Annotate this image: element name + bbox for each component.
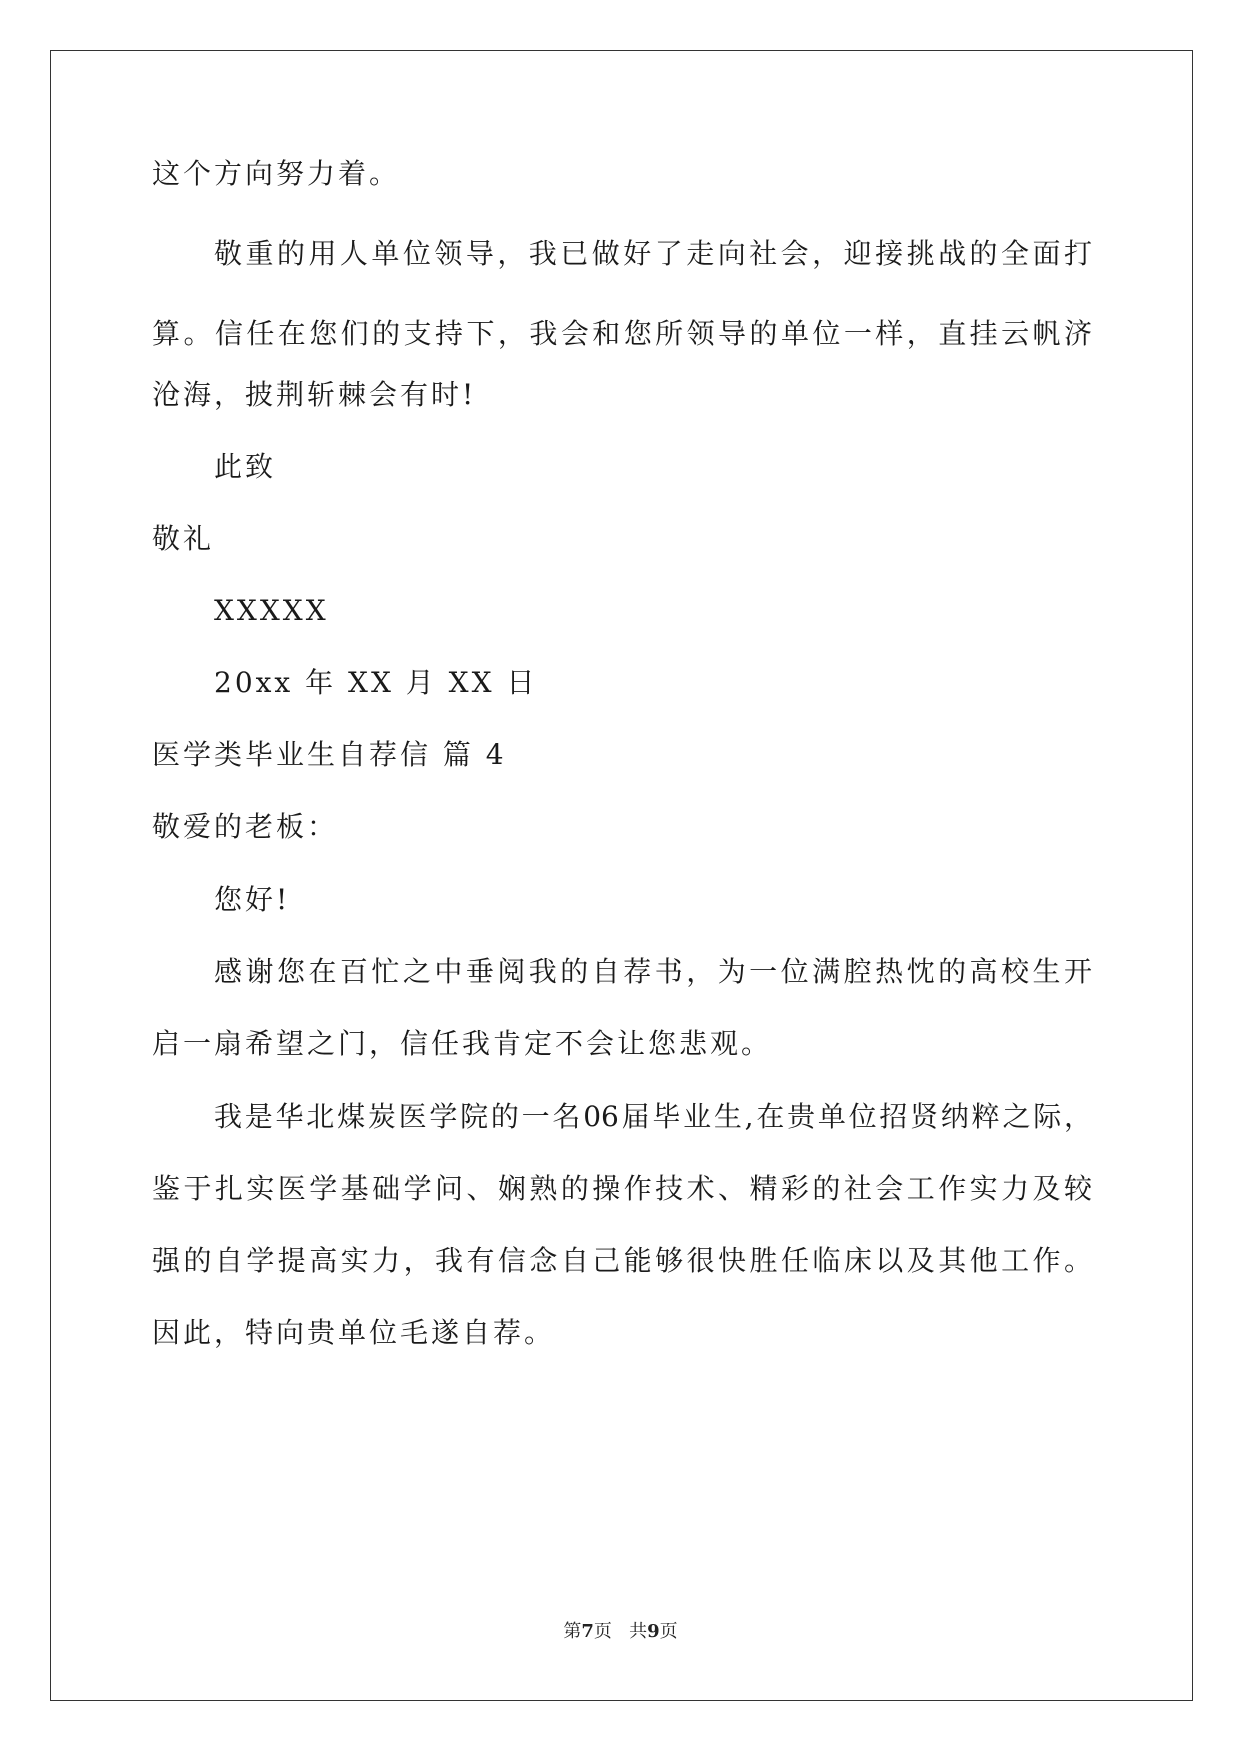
text-line: 启一扇希望之门，信任我肯定不会让您悲观。 bbox=[152, 1027, 773, 1060]
footer-mid: 页 共 bbox=[593, 1621, 648, 1642]
text-line-paragraph-start: 敬重的用人单位领导，我已做好了走向社会，迎接挑战的全面打 bbox=[214, 237, 1092, 270]
text-line: 因此，特向贵单位毛遂自荐。 bbox=[152, 1316, 556, 1349]
text-line-continuation: 这个方向努力着。 bbox=[152, 157, 401, 190]
text-line: 沧海，披荆斩棘会有时! bbox=[152, 378, 477, 411]
footer-prefix: 第 bbox=[563, 1621, 582, 1642]
closing-salutation: 此致 bbox=[214, 450, 277, 483]
section-heading: 医学类毕业生自荐信 篇 4 bbox=[152, 738, 507, 771]
page-frame bbox=[50, 50, 1193, 1701]
text-line-paragraph-start: 我是华北煤炭医学院的一名06届毕业生,在贵单位招贤纳粹之际， bbox=[214, 1100, 1092, 1133]
closing-regards: 敬礼 bbox=[152, 522, 215, 555]
letter-greeting: 敬爱的老板： bbox=[152, 810, 339, 843]
page-footer bbox=[0, 1620, 1241, 1644]
signature-name: XXXXX bbox=[214, 594, 329, 627]
text-line: 强的自学提高实力，我有信念自己能够很快胜任临床以及其他工作。 bbox=[152, 1244, 1092, 1277]
signature-date: 20xx 年 XX 月 XX 日 bbox=[214, 666, 538, 699]
text-line: 算。信任在您们的支持下，我会和您所领导的单位一样，直挂云帆济 bbox=[152, 317, 1092, 350]
text-line-paragraph-start: 感谢您在百忙之中垂阅我的自荐书，为一位满腔热忱的高校生开 bbox=[214, 955, 1092, 988]
footer-suffix: 页 bbox=[659, 1621, 678, 1642]
current-page-number: 7 bbox=[581, 1621, 594, 1642]
total-pages-number: 9 bbox=[647, 1621, 660, 1642]
letter-hello: 您好! bbox=[214, 883, 291, 916]
text-line: 鉴于扎实医学基础学问、娴熟的操作技术、精彩的社会工作实力及较 bbox=[152, 1172, 1092, 1205]
